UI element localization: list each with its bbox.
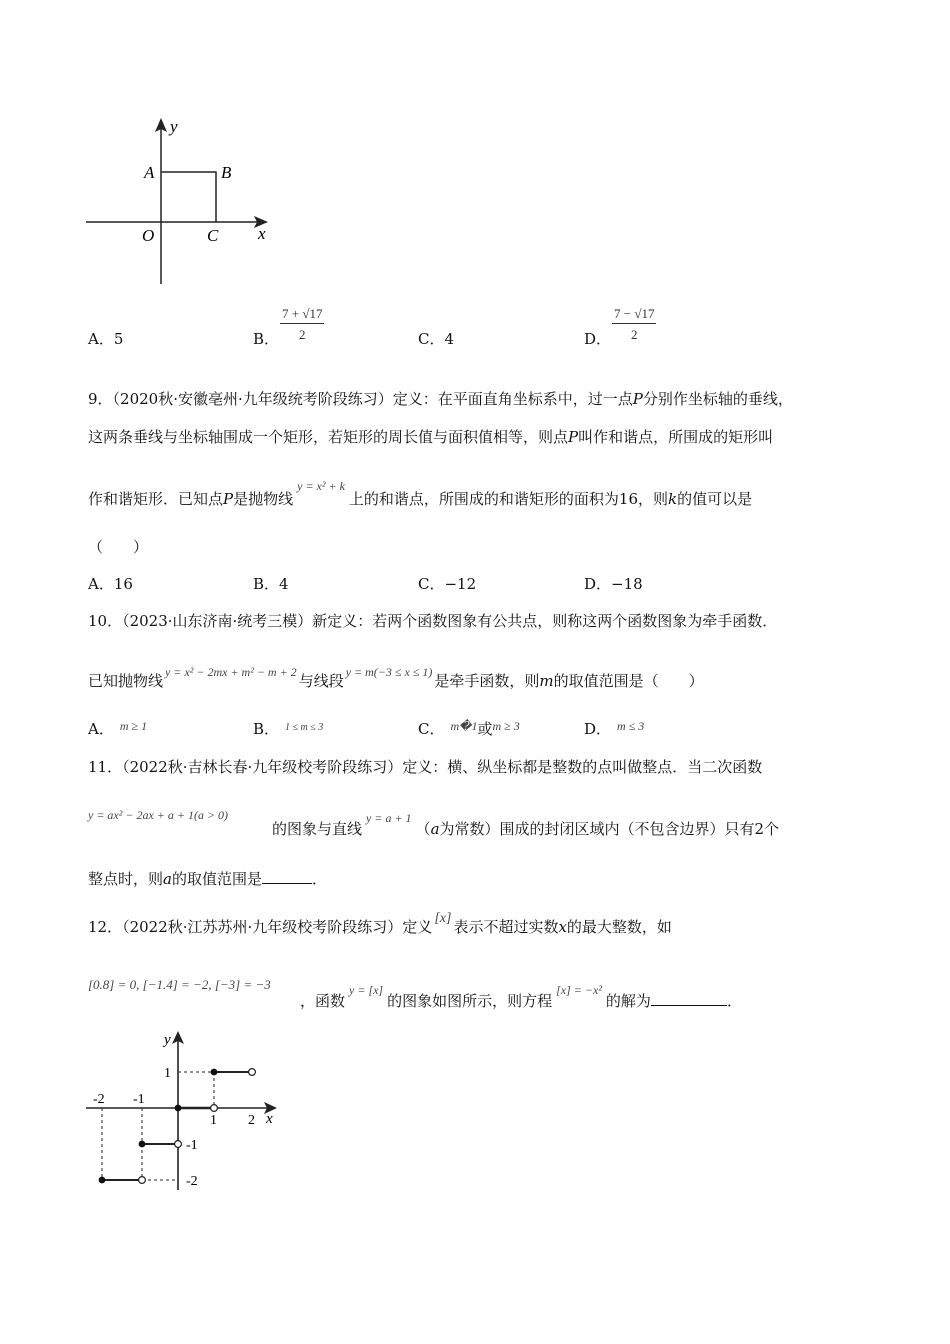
q10-segment-formula: y = m(−3 ≤ x ≤ 1) xyxy=(345,665,433,679)
q9-answer-bracket: （ ） xyxy=(88,538,149,556)
open-point-0-neg1 xyxy=(175,1141,182,1148)
label-b: B xyxy=(221,163,232,182)
q11-answer-blank[interactable] xyxy=(262,883,312,884)
q11-function-formula: y = ax² − 2ax + a + 1(a > 0) xyxy=(88,808,229,822)
label-a: A xyxy=(144,163,155,182)
label-y: y xyxy=(164,1032,171,1048)
q8-option-d-label: D． xyxy=(584,330,612,348)
q11-line-3: 整点时，则a的取值范围是 ． xyxy=(88,870,327,888)
rectangle-abc xyxy=(161,172,216,222)
q9-option-b: B．4 xyxy=(253,575,289,593)
tick-x-1: 1 xyxy=(210,1113,217,1128)
q9-option-d: D．−18 xyxy=(584,575,643,593)
q8-b-numerator: 7 + √17 xyxy=(280,306,324,324)
q9-line-2: 这两条垂线与坐标轴围成一个矩形，若矩形的周长值与面积值相等，则点P叫作和谐点，所围成的矩形叫 xyxy=(88,428,774,446)
q12-answer-blank[interactable] xyxy=(651,1005,727,1006)
floor-function-graph xyxy=(80,1026,300,1196)
q8-b-denominator: 2 xyxy=(298,327,306,342)
q10-option-c: C． $^{m�1}$或$^{m \ge 3}$ xyxy=(418,719,520,738)
q12-equation-formula: [x] = −x² xyxy=(556,983,602,997)
tick-y-neg1: -1 xyxy=(186,1138,198,1153)
q11-line-formula: y = a + 1 xyxy=(366,811,412,825)
closed-point-neg1-neg1 xyxy=(139,1141,146,1148)
q8-d-numerator: 7 − √17 xyxy=(612,306,656,324)
q8-d-denominator: 2 xyxy=(630,327,638,342)
q10-option-a: A． $^{m \ge 1}$ xyxy=(88,719,148,738)
q9-option-a: A．16 xyxy=(88,575,133,593)
label-y: y xyxy=(170,117,178,136)
q10-line-1: 10．（2023·山东济南·统考三模）新定义：若两个函数图象有公共点，则称这两个函数图象为牵手函数． xyxy=(88,612,778,630)
tick-x-neg2: -2 xyxy=(93,1092,105,1107)
closed-point-0-0 xyxy=(175,1105,182,1112)
q8-option-d-fraction xyxy=(612,306,656,343)
label-x: x xyxy=(266,1111,273,1127)
q9-option-c: C．−12 xyxy=(418,575,477,593)
q10-option-b: B． $^{1 \le m \le 3}$ xyxy=(253,720,324,738)
q8-option-a: A．5 xyxy=(88,330,124,348)
tick-y-neg2: -2 xyxy=(186,1174,198,1189)
q8-option-b-label: B． xyxy=(253,330,280,348)
q10-parabola-formula: y = x² − 2mx + m² − m + 2 xyxy=(165,665,297,679)
closed-point-1-1 xyxy=(211,1069,218,1076)
q10-option-d: D． $^{m \le 3}$ xyxy=(584,719,645,738)
tick-y-1: 1 xyxy=(164,1066,171,1081)
label-c: C xyxy=(207,226,219,245)
q9-formula: y = x² + k xyxy=(297,479,345,493)
q12-line-2: ，函数$^{y = [x]}$的图象如图所示，则方程$^{[x] = -x^2}$的解为 ． xyxy=(300,983,742,1010)
q11-line-2: 的图象与直线$^{y = a + 1}$（a为常数）围成的封闭区域内（不包含边界）只有2个 xyxy=(272,811,780,838)
open-point-2-1 xyxy=(249,1069,256,1076)
label-o: O xyxy=(142,226,155,245)
label-x: x xyxy=(258,224,266,243)
tick-x-neg1: -1 xyxy=(133,1092,145,1107)
q10-line-2: 已知抛物线 $^{y = x^2 - 2mx + m^2 - m + 2}$ 与线段 $^{y = m(-3 \le x \le 1)}$ 是牵手函数，则m的取值范围是（ ） xyxy=(88,665,704,690)
dashed-guides xyxy=(102,1072,214,1180)
q8-option-b-fraction xyxy=(280,306,324,343)
q12-example-formula: [0.8] = 0, [−1.4] = −2, [−3] = −3 xyxy=(88,977,271,992)
q12-line-1: 12．（2022秋·江苏苏州·九年级校考阶段练习）定义 [x] 表示不超过实数x的最大整数，如 xyxy=(88,911,672,936)
q9-line-3: 作和谐矩形．已知点P是抛物线$^{y = x^2 + k}$上的和谐点，所围成的和谐矩形的面积为16，则k的值可以是 xyxy=(88,479,753,508)
open-point-neg1-neg2 xyxy=(139,1177,146,1184)
tick-x-2: 2 xyxy=(248,1113,255,1128)
closed-point-neg2-neg2 xyxy=(99,1177,106,1184)
q12-function-formula: y = [x] xyxy=(349,983,384,997)
rectangle-figure xyxy=(80,112,280,292)
q8-option-c: C．4 xyxy=(418,330,455,348)
open-point-1-0 xyxy=(211,1105,218,1112)
q11-line-1: 11．（2022秋·吉林长春·九年级校考阶段练习）定义：横、纵坐标都是整数的点叫做整点．当二次函数 xyxy=(88,758,763,776)
q9-line-1: 9．（2020秋·安徽亳州·九年级统考阶段练习）定义：在平面直角坐标系中，过一点P分别作坐标轴的垂线， xyxy=(88,390,793,408)
q12-floor-notation: [x] xyxy=(434,911,452,926)
